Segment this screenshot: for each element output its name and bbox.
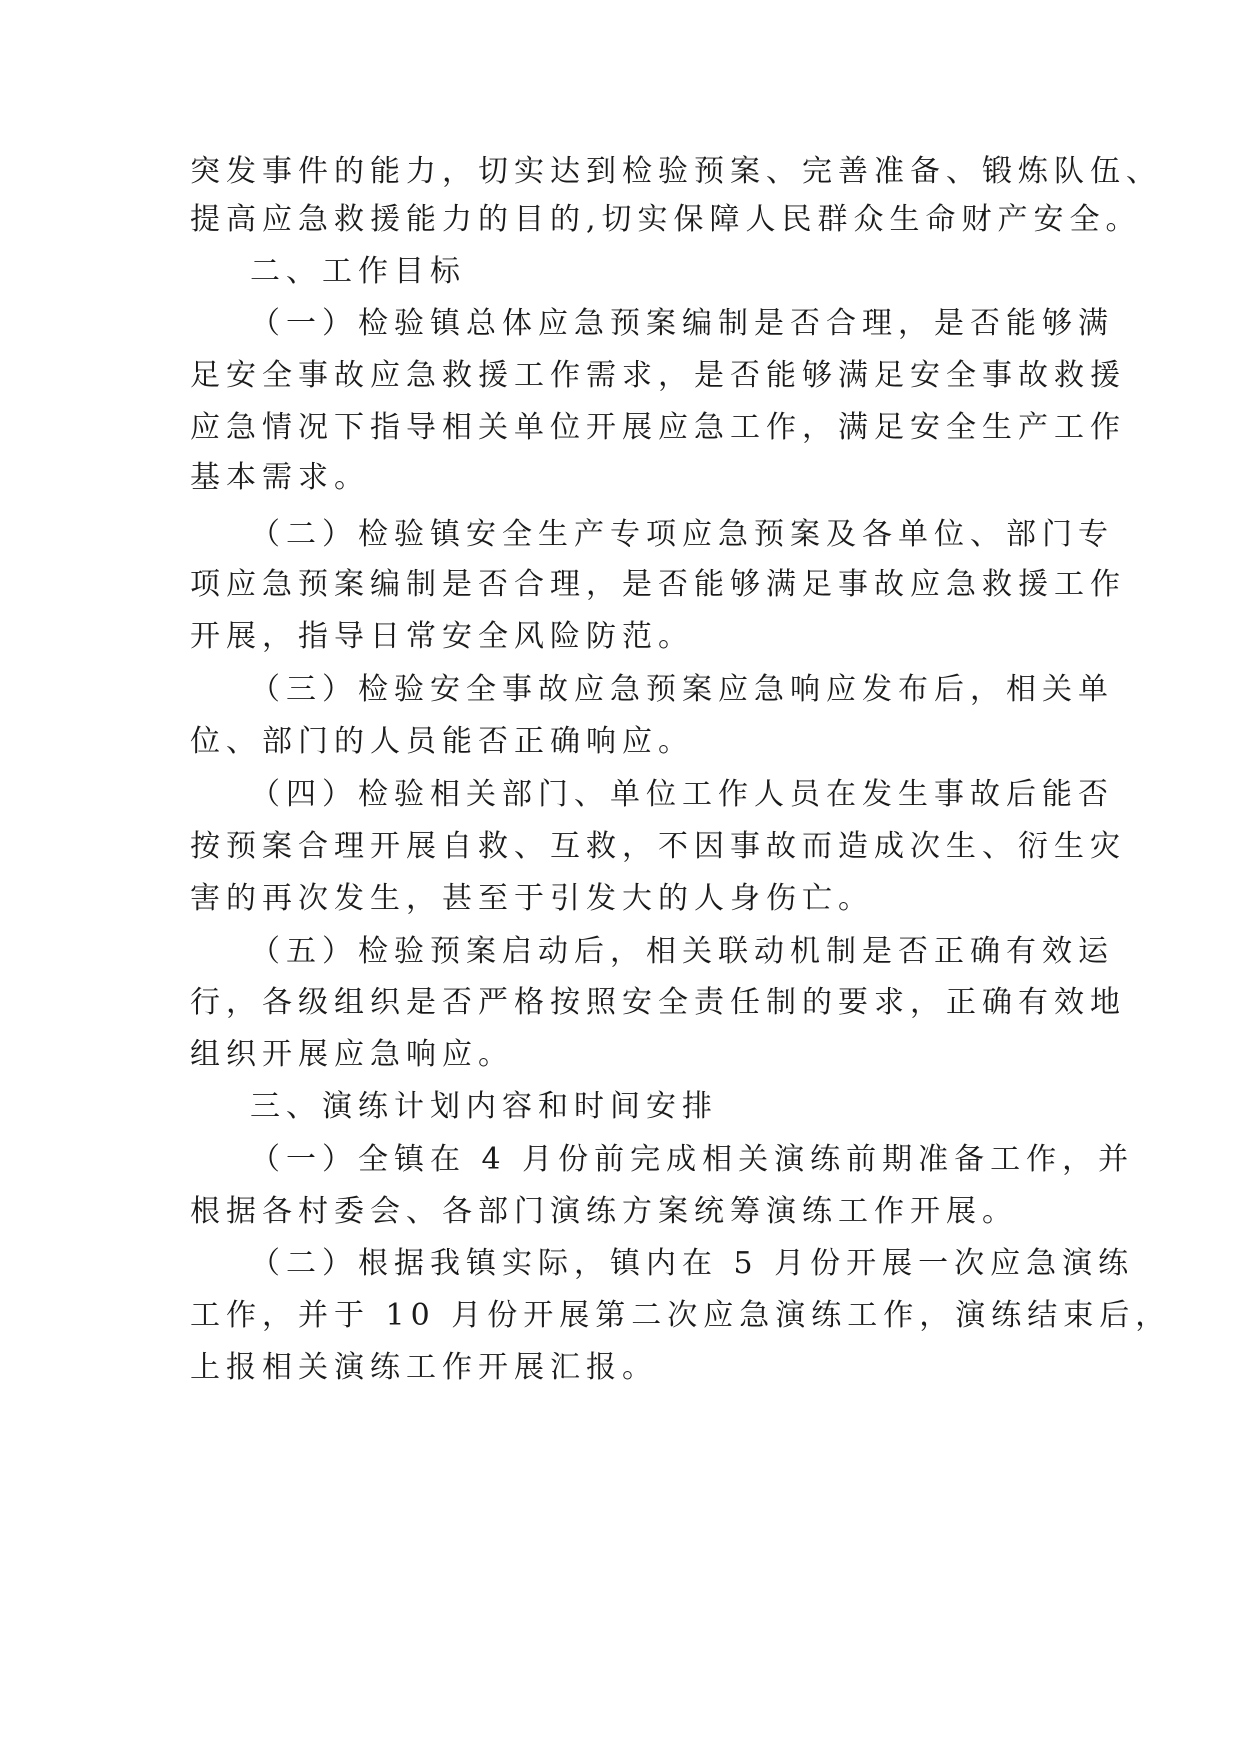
text-line: （一）检验镇总体应急预案编制是否合理，是否能够满 [250,306,1114,341]
section-heading: 二、工作目标 [250,254,466,289]
text-line: 根据各村委会、各部门演练方案统筹演练工作开展。 [190,1194,1018,1229]
text-line: 上报相关演练工作开展汇报。 [190,1350,658,1385]
section-heading: 三、演练计划内容和时间安排 [250,1089,718,1124]
text-line: 行，各级组织是否严格按照安全责任制的要求，正确有效地 [190,985,1126,1020]
text-line: 工作，并于 10 月份开展第二次应急演练工作，演练结束后， [190,1298,1172,1333]
text-line: 位、部门的人员能否正确响应。 [190,724,694,759]
text-line: 开展，指导日常安全风险防范。 [190,619,694,654]
text-line: （二）根据我镇实际，镇内在 5 月份开展一次应急演练 [250,1246,1135,1281]
text-line: 组织开展应急响应。 [190,1037,514,1072]
text-line: （三）检验安全事故应急预案应急响应发布后，相关单 [250,672,1114,707]
text-line: 突发事件的能力，切实达到检验预案、完善准备、锻炼队伍、 [190,154,1162,189]
text-line: 应急情况下指导相关单位开展应急工作，满足安全生产工作 [190,410,1126,445]
text-line: （二）检验镇安全生产专项应急预案及各单位、部门专 [250,517,1114,552]
text-line: （一）全镇在 4 月份前完成相关演练前期准备工作，并 [250,1142,1135,1177]
text-line: （五）检验预案启动后，相关联动机制是否正确有效运 [250,934,1114,969]
text-line: 项应急预案编制是否合理，是否能够满足事故应急救援工作 [190,567,1126,602]
text-line: 足安全事故应急救援工作需求，是否能够满足安全事故救援 [190,358,1126,393]
text-line: 按预案合理开展自救、互救，不因事故而造成次生、衍生灾 [190,829,1126,864]
text-line: 基本需求。 [190,460,370,495]
text-line: 提高应急救援能力的目的,切实保障人民群众生命财产安全。 [190,202,1142,237]
text-line: 害的再次发生，甚至于引发大的人身伤亡。 [190,881,874,916]
text-line: （四）检验相关部门、单位工作人员在发生事故后能否 [250,777,1114,812]
